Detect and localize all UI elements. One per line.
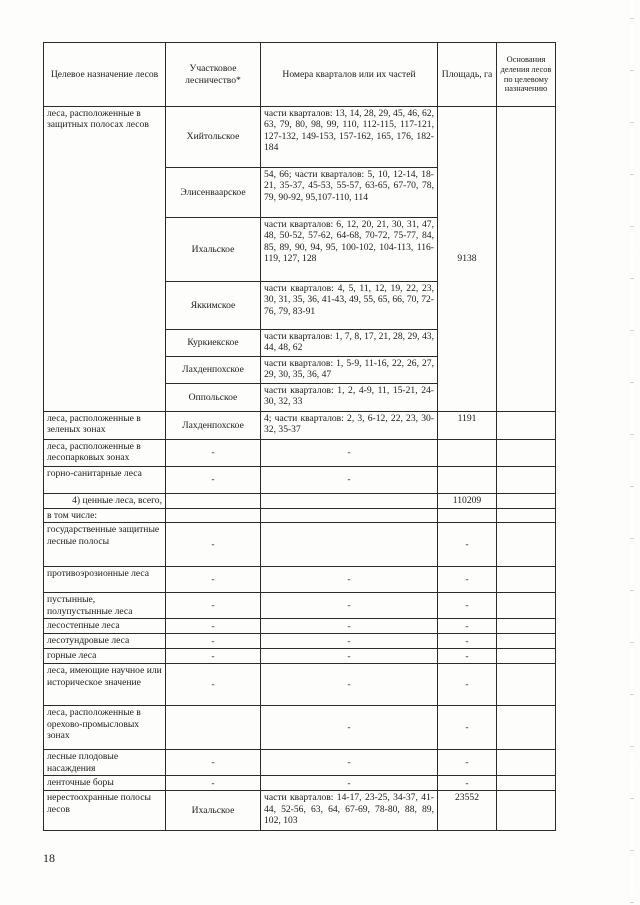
forestry-cell: - bbox=[166, 567, 261, 593]
basis-cell bbox=[497, 440, 556, 467]
forestry-cell: - bbox=[166, 750, 261, 776]
table-row bbox=[44, 412, 556, 440]
table-row bbox=[44, 107, 556, 168]
forestry-cell: Яккимское bbox=[166, 282, 261, 330]
basis-cell bbox=[497, 664, 556, 706]
basis-cell bbox=[497, 750, 556, 776]
basis-cell bbox=[497, 649, 556, 664]
forestry-cell bbox=[166, 494, 261, 509]
table-row bbox=[44, 649, 556, 664]
area-cell: - bbox=[438, 664, 497, 706]
forestry-cell: Куркиекское bbox=[166, 330, 261, 357]
forestry-cell bbox=[166, 509, 261, 523]
forestry-cell: - bbox=[166, 619, 261, 634]
forestry-cell: - bbox=[166, 593, 261, 619]
header-purpose: Целевое назначение лесов bbox=[44, 43, 166, 107]
area-cell: - bbox=[438, 523, 497, 567]
table-header-row bbox=[44, 43, 556, 107]
purpose-cell: 4) ценные леса, всего, bbox=[44, 494, 166, 509]
quarters-cell: части кварталов: 6, 12, 20, 21, 30, 31, 47, 48, 50-52, 57-62, 64-68, 70-72, 75-77, 84, 85, 89, 90, 94, 95, 100-102, 104-113, 116-119, 127, 128 bbox=[261, 218, 438, 282]
table-row bbox=[44, 619, 556, 634]
table-row bbox=[44, 776, 556, 791]
purpose-cell: в том числе: bbox=[44, 509, 166, 523]
purpose-cell: ленточные боры bbox=[44, 776, 166, 791]
purpose-cell: пустынные, полупустынные леса bbox=[44, 593, 166, 619]
header-quarters: Номера кварталов или их частей bbox=[261, 43, 438, 107]
forestry-cell: - bbox=[166, 440, 261, 467]
basis-cell bbox=[497, 593, 556, 619]
forestry-cell: - bbox=[166, 776, 261, 791]
area-cell: - bbox=[438, 649, 497, 664]
area-cell bbox=[438, 440, 497, 467]
area-cell: 110209 bbox=[438, 494, 497, 509]
forestry-cell: - bbox=[166, 523, 261, 567]
basis-cell bbox=[497, 634, 556, 649]
quarters-cell bbox=[261, 523, 438, 567]
basis-cell bbox=[497, 567, 556, 593]
quarters-cell: части кварталов: 14-17, 23-25, 34-37, 41-44, 52-56, 63, 64, 67-69, 78-80, 88, 89, 102, 103 bbox=[261, 791, 438, 831]
area-cell: - bbox=[438, 593, 497, 619]
purpose-cell: противоэрозионные леса bbox=[44, 567, 166, 593]
forestry-cell: Хийтольское bbox=[166, 107, 261, 168]
area-cell: 9138 bbox=[438, 107, 497, 412]
purpose-cell: нерестоохранные полосы лесов bbox=[44, 791, 166, 831]
quarters-cell: части кварталов: 1, 2, 4-9, 11, 15-21, 24-30, 32, 33 bbox=[261, 384, 438, 412]
forestry-cell: Элисенваарское bbox=[166, 168, 261, 218]
quarters-cell: 54, 66; части кварталов: 5, 10, 12-14, 18-21, 35-37, 45-53, 55-57, 63-65, 67-70, 78, 79, 90-92, 95,107-110, 114 bbox=[261, 168, 438, 218]
forestry-cell: Лахденпохское bbox=[166, 412, 261, 440]
area-cell bbox=[438, 467, 497, 494]
area-cell: 23552 bbox=[438, 791, 497, 831]
quarters-cell: части кварталов: 1, 7, 8, 17, 21, 28, 29, 43, 44, 48, 62 bbox=[261, 330, 438, 357]
quarters-cell: - bbox=[261, 649, 438, 664]
table-row bbox=[44, 634, 556, 649]
basis-cell bbox=[497, 791, 556, 831]
basis-cell bbox=[497, 494, 556, 509]
purpose-cell: леса, расположенные в орехово-промысловых зонах bbox=[44, 706, 166, 750]
area-cell bbox=[438, 509, 497, 523]
area-cell: - bbox=[438, 776, 497, 791]
forestry-cell: - bbox=[166, 649, 261, 664]
purpose-cell: лесные плодовые насаждения bbox=[44, 750, 166, 776]
purpose-cell: горные леса bbox=[44, 649, 166, 664]
forestry-cell bbox=[166, 706, 261, 750]
purpose-cell: леса, расположенные в лесопарковых зонах bbox=[44, 440, 166, 467]
header-forestry: Участковое лесничество* bbox=[166, 43, 261, 107]
quarters-cell: 4; части кварталов: 2, 3, 6-12, 22, 23, 30-32, 35-37 bbox=[261, 412, 438, 440]
purpose-cell: лесостепные леса bbox=[44, 619, 166, 634]
forestry-cell: Ихальское bbox=[166, 218, 261, 282]
header-area: Площадь, га bbox=[438, 43, 497, 107]
table-row bbox=[44, 791, 556, 831]
quarters-cell: - bbox=[261, 706, 438, 750]
quarters-cell: - bbox=[261, 664, 438, 706]
purpose-cell: лесотундровые леса bbox=[44, 634, 166, 649]
area-cell: - bbox=[438, 706, 497, 750]
area-cell: - bbox=[438, 619, 497, 634]
quarters-cell: - bbox=[261, 440, 438, 467]
forest-purpose-table bbox=[43, 42, 556, 831]
basis-cell bbox=[497, 107, 556, 412]
table-row bbox=[44, 664, 556, 706]
quarters-cell: - bbox=[261, 467, 438, 494]
forestry-cell: - bbox=[166, 634, 261, 649]
header-basis: Основания деления лесов по целевому назначению bbox=[497, 43, 556, 107]
purpose-cell: горно-санитарные леса bbox=[44, 467, 166, 494]
basis-cell bbox=[497, 509, 556, 523]
table-row bbox=[44, 706, 556, 750]
table-row bbox=[44, 467, 556, 494]
quarters-cell: - bbox=[261, 776, 438, 791]
quarters-cell: части кварталов: 13, 14, 28, 29, 45, 46, 62, 63, 79, 80, 98, 99, 110, 112-115, 117-121, 127-132, 149-153, 157-162, 165, 176, 182-184 bbox=[261, 107, 438, 168]
quarters-cell: - bbox=[261, 567, 438, 593]
quarters-cell: - bbox=[261, 593, 438, 619]
forestry-cell: Оппольское bbox=[166, 384, 261, 412]
purpose-cell: леса, расположенные в зеленых зонах bbox=[44, 412, 166, 440]
quarters-cell: - bbox=[261, 619, 438, 634]
quarters-cell: части кварталов: 1, 5-9, 11-16, 22, 26, 27, 29, 30, 35, 36, 47 bbox=[261, 357, 438, 384]
quarters-cell bbox=[261, 509, 438, 523]
table-row bbox=[44, 509, 556, 523]
basis-cell bbox=[497, 706, 556, 750]
forestry-cell: - bbox=[166, 467, 261, 494]
area-cell: - bbox=[438, 567, 497, 593]
quarters-cell: - bbox=[261, 634, 438, 649]
purpose-cell: леса, имеющие научное или историческое значение bbox=[44, 664, 166, 706]
basis-cell bbox=[497, 776, 556, 791]
scan-edge-marks bbox=[630, 0, 634, 905]
quarters-cell: - bbox=[261, 750, 438, 776]
forestry-cell: Ихальское bbox=[166, 791, 261, 831]
table-row bbox=[44, 750, 556, 776]
table-row bbox=[44, 567, 556, 593]
forestry-cell: Лахденпохское bbox=[166, 357, 261, 384]
basis-cell bbox=[497, 619, 556, 634]
basis-cell bbox=[497, 467, 556, 494]
quarters-cell: части кварталов: 4, 5, 11, 12, 19, 22, 23, 30, 31, 35, 36, 41-43, 49, 55, 65, 66, 70, 72-76, 79, 83-91 bbox=[261, 282, 438, 330]
page-number: 18 bbox=[43, 851, 55, 865]
basis-cell bbox=[497, 412, 556, 440]
forestry-cell: - bbox=[166, 664, 261, 706]
table-row bbox=[44, 440, 556, 467]
area-cell: - bbox=[438, 750, 497, 776]
area-cell: - bbox=[438, 634, 497, 649]
purpose-cell: государственные защитные лесные полосы bbox=[44, 523, 166, 567]
basis-cell bbox=[497, 523, 556, 567]
table-row bbox=[44, 593, 556, 619]
purpose-cell: леса, расположенные в защитных полосах лесов bbox=[44, 107, 166, 412]
quarters-cell bbox=[261, 494, 438, 509]
table-row bbox=[44, 494, 556, 509]
table-row bbox=[44, 523, 556, 567]
area-cell: 1191 bbox=[438, 412, 497, 440]
